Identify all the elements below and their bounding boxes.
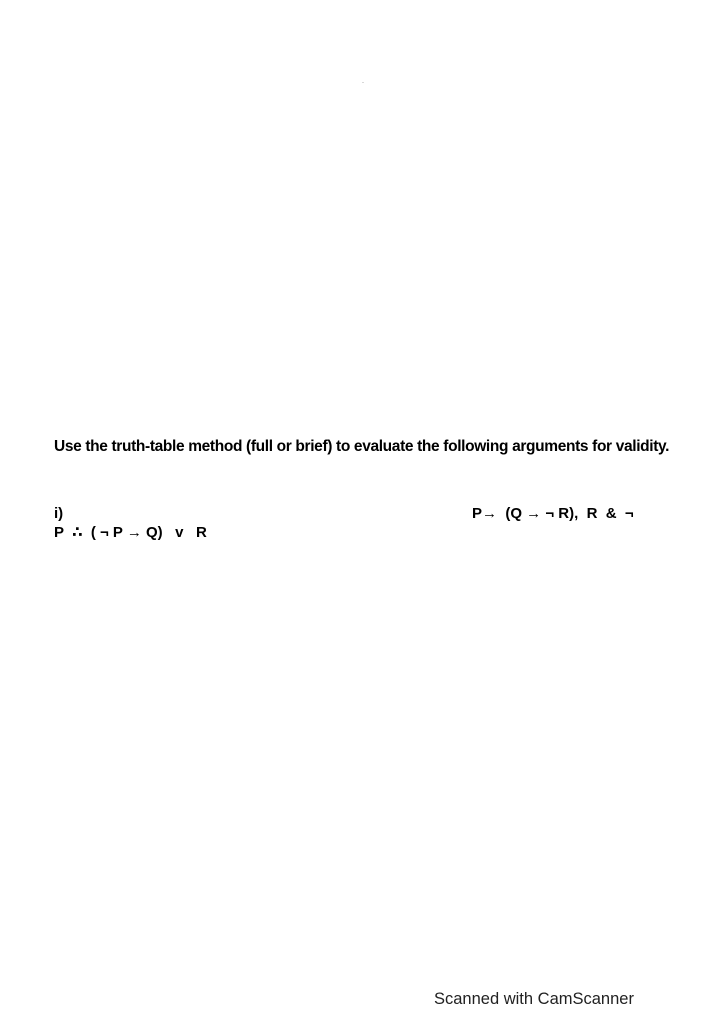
- question-label: i): [54, 505, 64, 522]
- scan-speck: [362, 82, 364, 83]
- camscanner-watermark: Scanned with CamScanner: [434, 990, 634, 1008]
- argument-conclusion: P ∴ ( ¬ P → Q) v R: [54, 524, 207, 541]
- argument-premises: P→ (Q → ¬ R), R & ¬: [472, 505, 634, 522]
- instruction-text: Use the truth-table method (full or brief) to evaluate the following arguments for validity.: [54, 438, 670, 455]
